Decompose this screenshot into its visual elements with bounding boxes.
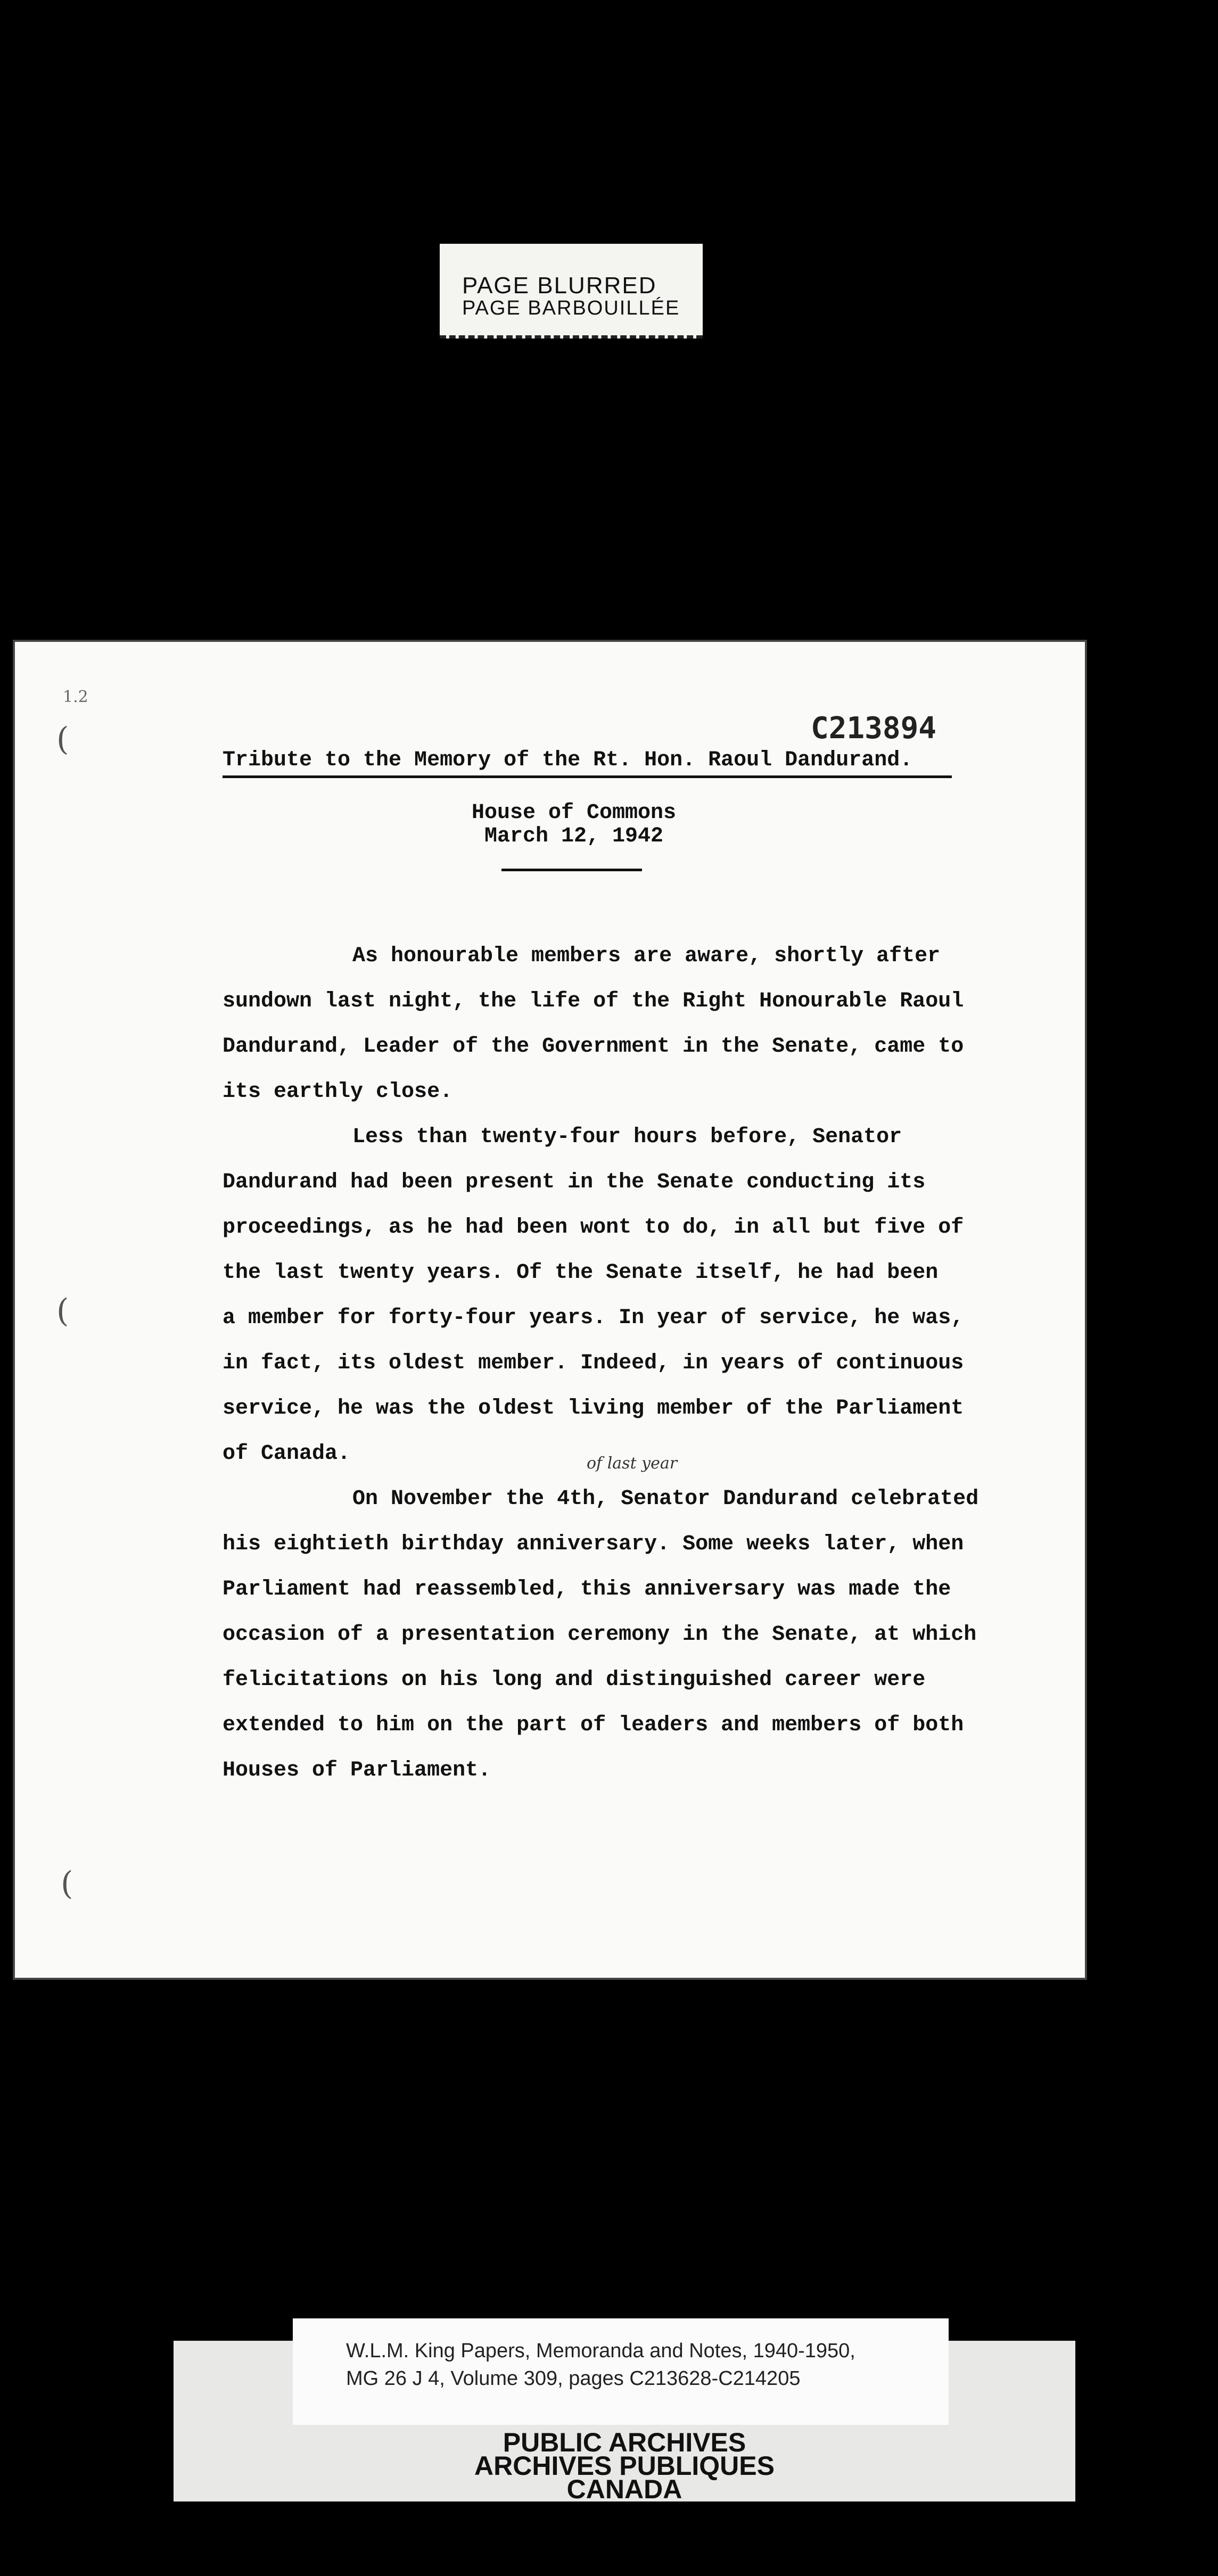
body-line: extended to him on the part of leaders and members of both [223,1713,964,1737]
body-line: in fact, its oldest member. Indeed, in years of continuous [223,1351,964,1375]
body-line: service, he was the oldest living member of the Parliament [223,1397,964,1421]
punch-hole-mark-bottom: ( [61,1865,73,1902]
handwritten-insert: of last year [587,1454,678,1473]
archive-citation-card [293,2318,949,2425]
body-line: the last twenty years. Of the Senate itself, he had been [223,1261,939,1285]
body-line: proceedings, as he had been wont to do, in all but five of [223,1216,964,1240]
archive-citation-line2: MG 26 J 4, Volume 309, pages C213628-C214205 [346,2367,801,2390]
page-blurred-label [440,244,703,338]
archive-stamp-line3: CANADA [566,2474,682,2504]
archive-citation-line1: W.L.M. King Papers, Memoranda and Notes, 1940-1950, [346,2340,855,2362]
body-line: sundown last night, the life of the Right Honourable Raoul [223,989,964,1013]
archive-stamp-line1: PUBLIC ARCHIVES [503,2428,746,2457]
document-page [13,640,1087,1980]
punch-hole-mark-top: ( [56,721,69,758]
punch-hole-mark-middle: ( [56,1292,69,1330]
archive-label [174,2340,1075,2504]
document-title: Tribute to the Memory of the Rt. Hon. Raoul Dandurand. [223,748,952,778]
body-line: of Canada. [223,1442,351,1466]
body-line: On November the 4th, Senator Dandurand celebrated [352,1487,979,1511]
blurred-label-french: PAGE BARBOUILLÉE [462,297,680,319]
folio-mark: 1.2 [63,688,88,706]
blurred-label-english: PAGE BLURRED [462,273,657,299]
document-body [223,934,1010,1793]
document-number: C213894 [811,711,937,746]
subtitle-date: March 12, 1942 [484,824,664,848]
body-line: occasion of a presentation ceremony in the Senate, at which [223,1623,977,1647]
body-line: his eightieth birthday anniversary. Some weeks later, when [223,1532,964,1556]
subtitle-rule [501,869,642,871]
body-line: Less than twenty-four hours before, Senator [352,1125,902,1149]
body-line: a member for forty-four years. In year of service, he was, [223,1306,964,1330]
body-line: Houses of Parliament. [223,1758,491,1782]
body-line: As honourable members are aware, shortly after [352,944,941,968]
archive-stamp-line2: ARCHIVES PUBLIQUES [474,2451,775,2481]
body-line: its earthly close. [223,1080,453,1104]
document-subtitle [388,802,760,848]
body-line: Dandurand had been present in the Senate conducting its [223,1170,926,1194]
body-line: Dandurand, Leader of the Government in the Senate, came to [223,1035,964,1059]
subtitle-venue: House of Commons [471,801,677,825]
body-line: Parliament had reassembled, this anniversary was made the [223,1578,951,1601]
body-line: felicitations on his long and distinguished career were [223,1668,926,1692]
